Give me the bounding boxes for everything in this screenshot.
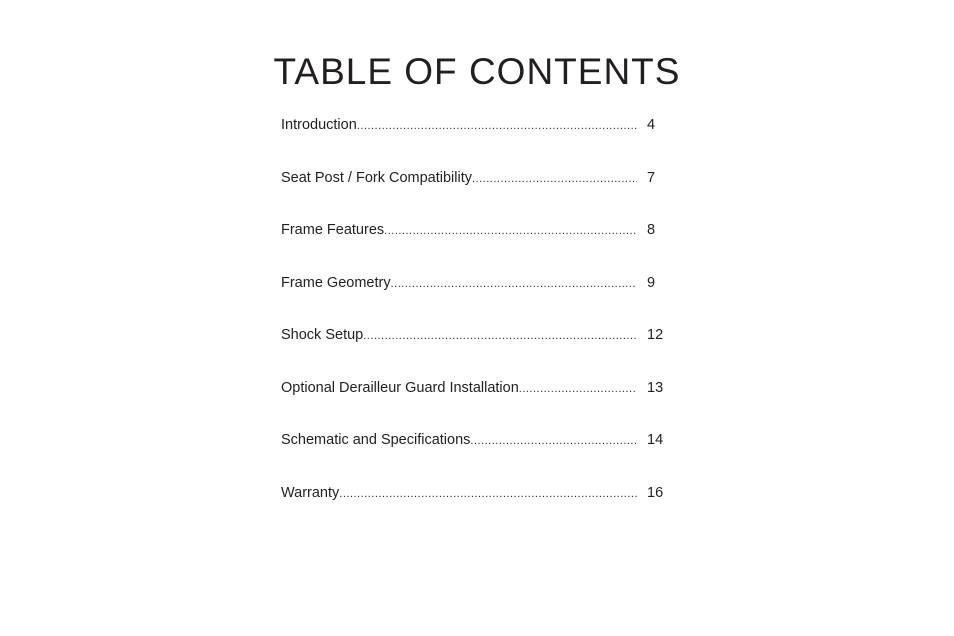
- dot-leader: [384, 220, 637, 242]
- toc-entry-label: Schematic and Specifications: [281, 432, 471, 448]
- toc-entry-label: Introduction: [281, 117, 357, 133]
- toc-entry-seat-post-fork-compatibility[interactable]: [281, 167, 673, 220]
- toc-entry-label: Frame Features: [281, 222, 385, 238]
- toc-page-number: 13: [647, 379, 664, 396]
- toc-entry-warranty[interactable]: [281, 482, 673, 535]
- toc-list: [281, 114, 673, 534]
- dot-leader: [470, 430, 637, 452]
- toc-entry-frame-features[interactable]: [281, 219, 673, 272]
- dot-leader: [519, 378, 637, 400]
- dot-leader: [357, 115, 637, 137]
- toc-page-number: 12: [647, 327, 664, 343]
- toc-page-number: 14: [647, 432, 664, 448]
- dot-leader: [391, 273, 637, 295]
- toc-entry-derailleur-guard-installation[interactable]: [281, 377, 673, 430]
- toc-entry-label: Optional Derailleur Guard Installation: [281, 379, 519, 396]
- toc-entry-shock-setup[interactable]: [281, 324, 673, 377]
- page-title: TABLE OF CONTENTS: [273, 51, 681, 92]
- toc-page-number: 16: [647, 484, 664, 501]
- toc-page-number: 4: [647, 117, 656, 133]
- toc-page-number: 9: [647, 274, 656, 291]
- dot-leader: [339, 483, 637, 505]
- toc-entry-label: Shock Setup: [281, 327, 364, 343]
- toc-entry-frame-geometry[interactable]: [281, 272, 673, 325]
- toc-entry-label: Seat Post / Fork Compatibility: [281, 169, 472, 186]
- toc-entry-schematic-and-specifications[interactable]: [281, 429, 673, 482]
- toc-entry-label: Frame Geometry: [281, 274, 391, 291]
- dot-leader: [363, 325, 637, 347]
- dot-leader: [472, 168, 637, 190]
- toc-page-number: 8: [647, 222, 656, 238]
- toc-entry-introduction[interactable]: [281, 114, 673, 167]
- toc-entry-label: Warranty: [281, 484, 340, 501]
- toc-page-number: 7: [647, 169, 656, 186]
